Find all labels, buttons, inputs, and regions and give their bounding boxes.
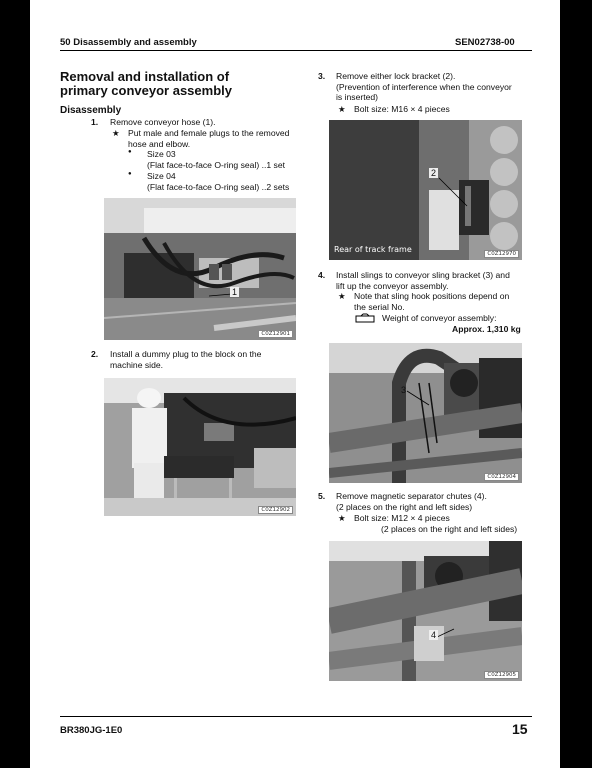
step-3-line-1: Remove either lock bracket (2). xyxy=(336,71,456,81)
step-2-text xyxy=(110,349,298,370)
step-4-note xyxy=(354,291,509,312)
step-2-line-2: machine side. xyxy=(110,359,164,370)
step-1-note xyxy=(128,128,289,149)
photo-id: C0Z12902 xyxy=(258,506,293,514)
step-4-text xyxy=(336,270,510,291)
step-3-line-2: (Prevention of interference when the conveyor xyxy=(336,81,512,92)
section-title: 50 Disassembly and assembly xyxy=(60,37,197,48)
step-1-note-line-1: Put male and female plugs to the removed xyxy=(128,128,290,138)
callout-label: 2 xyxy=(431,168,437,178)
bullet-1-line-2: (Flat face-to-face O-ring seal) ..1 set xyxy=(147,159,286,170)
photo-caption: Rear of track frame xyxy=(334,245,412,254)
step-4-note-line-2: the serial No. xyxy=(354,301,405,312)
star-icon: ★ xyxy=(338,104,346,114)
step-1-text: Remove conveyor hose (1). xyxy=(110,117,216,127)
step-4-line-1: Install slings to conveyor sling bracket (3) and xyxy=(336,270,510,280)
star-icon: ★ xyxy=(112,128,120,138)
step-1-note-line-2: hose and elbow. xyxy=(128,138,191,149)
model-code: BR380JG-1E0 xyxy=(60,725,123,736)
step-4-note-line-1: Note that sling hook positions depend on xyxy=(354,291,510,301)
step-5-line-1: Remove magnetic separator chutes (4). xyxy=(336,491,487,501)
document-code: SEN02738-00 xyxy=(455,37,515,48)
step-3-text xyxy=(336,71,512,103)
weight-value: Approx. 1,310 kg xyxy=(452,324,521,334)
step-5-text xyxy=(336,491,487,512)
footer-divider xyxy=(60,716,532,717)
photo-lock-bracket xyxy=(329,120,522,260)
page-number: 15 xyxy=(512,721,528,737)
step-2-line-1: Install a dummy plug to the block on the xyxy=(110,349,262,359)
step-1-number: 1. xyxy=(91,117,99,127)
step-3-number: 3. xyxy=(318,71,326,81)
callout-label: 3 xyxy=(401,385,407,395)
bullet-1-line-1: Size 03 xyxy=(147,149,176,159)
step-4-line-2: lift up the conveyor assembly. xyxy=(336,280,449,291)
bullet-2-line-2: (Flat face-to-face O-ring seal) ..2 sets xyxy=(147,181,290,192)
callout-label: 4 xyxy=(431,630,437,640)
photo-id: C0Z12905 xyxy=(484,671,519,679)
photo-id: C0Z12904 xyxy=(484,473,519,481)
step-5-bolt-note: (2 places on the right and left sides) xyxy=(381,524,518,534)
star-icon: ★ xyxy=(338,513,346,523)
subheading-disassembly: Disassembly xyxy=(60,105,122,116)
bullet-icon: ● xyxy=(128,149,132,155)
step-2-number: 2. xyxy=(91,349,99,359)
step-4-number: 4. xyxy=(318,270,326,280)
photo-conveyor-hose xyxy=(104,198,296,340)
bullet-icon: ● xyxy=(128,171,132,177)
header-divider xyxy=(60,50,532,51)
star-icon: ★ xyxy=(338,291,346,301)
photo-dummy-plug xyxy=(104,378,296,516)
bullet-2-line-1: Size 04 xyxy=(147,171,176,181)
photo-conveyor-slings xyxy=(329,343,522,483)
bullet-size-03 xyxy=(147,149,285,170)
photo-id: C0Z12970 xyxy=(484,250,519,258)
page-title xyxy=(60,70,270,98)
step-5-number: 5. xyxy=(318,491,326,501)
step-5-bolt-size: Bolt size: M12 × 4 pieces xyxy=(354,513,450,523)
callout-label: 1 xyxy=(232,287,238,297)
title-line-1: Removal and installation of xyxy=(60,69,230,84)
step-3-line-3: is inserted) xyxy=(336,92,379,102)
photo-id: C0Z12901 xyxy=(258,330,293,338)
title-line-2: primary conveyor assembly xyxy=(60,83,232,98)
photo-magnetic-separator xyxy=(329,541,522,681)
bullet-size-04 xyxy=(147,171,289,192)
step-3-bolt-size: Bolt size: M16 × 4 pieces xyxy=(354,104,450,114)
weight-scale-icon xyxy=(355,313,375,323)
weight-label: Weight of conveyor assembly: xyxy=(382,313,497,323)
step-5-line-2: (2 places on the right and left sides) xyxy=(336,501,473,512)
